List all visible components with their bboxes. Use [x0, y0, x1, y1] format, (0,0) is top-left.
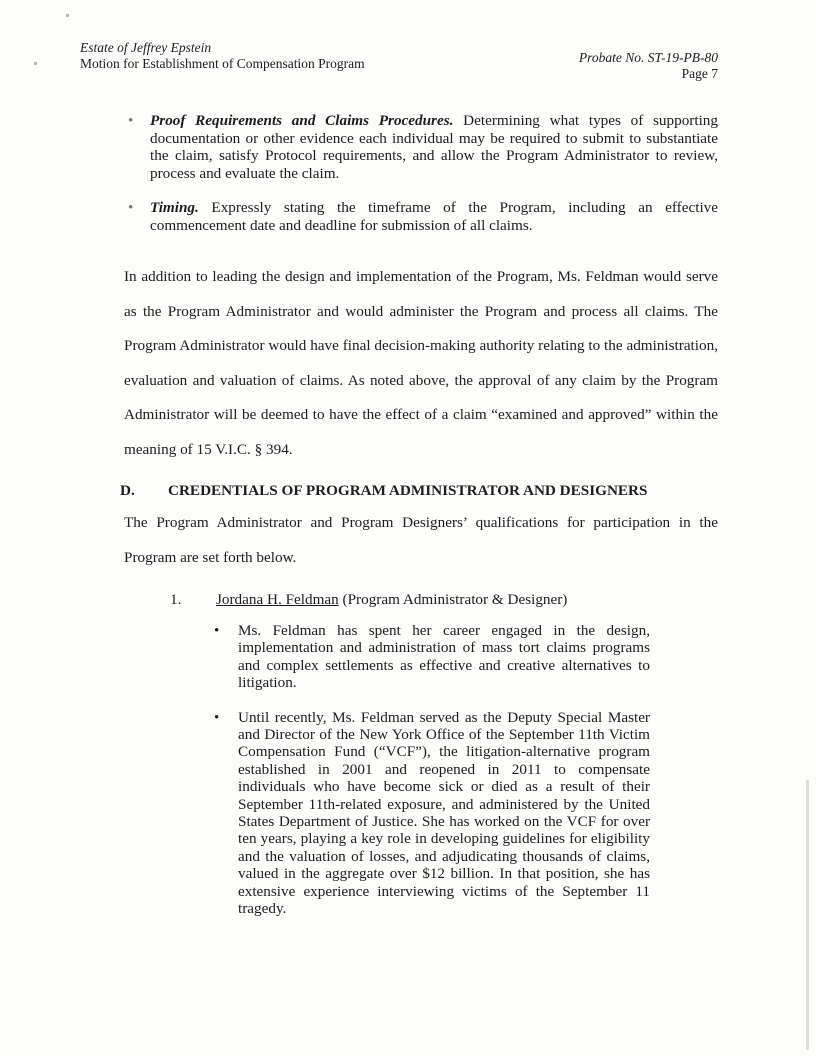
- paragraph-text: In addition to leading the design and implementation of the Program, Ms. Feldman would serve as the Program Administrator and would administer the Program and process all claims. The Program Administrator would have final decision-making authority relating to the administration, evaluation and valuation of claims. As noted above, the approval of any claim by the Program Administrator will be deemed to have the effect of a claim “examined and approved” within the meaning of 15 V.I.C. § 394.: [124, 268, 718, 458]
- scan-edge-line: [806, 780, 809, 1050]
- bullet-term: Timing.: [150, 199, 199, 216]
- header-left: [80, 40, 365, 72]
- section-title: CREDENTIALS OF PROGRAM ADMINISTRATOR AND DESIGNERS: [168, 482, 648, 499]
- page-number: Page 7: [681, 66, 718, 81]
- scan-speck: [34, 62, 37, 65]
- motion-title: Motion for Establishment of Compensation Program: [80, 56, 365, 71]
- bullet-text: Expressly stating the timeframe of the Program, including an effective commencement date and deadline for submission of all claims.: [150, 199, 718, 234]
- scan-speck: [66, 14, 69, 17]
- bullet-item: [128, 112, 718, 182]
- bullet-text: Ms. Feldman has spent her career engaged in the design, implementation and administration of mass tort claims programs and complex settlements as effective and creative alternatives to litigation.: [238, 622, 650, 692]
- numbered-item: [170, 591, 567, 609]
- section-letter: D.: [120, 482, 135, 499]
- credentials-bullet-list: [214, 622, 650, 935]
- item-number: 1.: [170, 591, 182, 608]
- bullet-text: Until recently, Ms. Feldman served as the Deputy Special Master and Director of the New York Office of the September 11th Victim Compensation Fund (“VCF”), the litigation-alternative program established in 2001 and reopened in 2011 to compensate individuals who have become sick or died as a result of their September 11th-related exposure, and administered by the United States Department of Justice. She has worked on the VCF for over ten years, playing a key role in developing guidelines for eligibility and the valuation of losses, and adjudicating thousands of claims, valued in the aggregate over $12 billion. In that position, she has extensive experience interviewing victims of the September 11 tragedy.: [238, 708, 650, 918]
- paragraph-program-administrator: [72, 260, 718, 467]
- bullet-item: [214, 709, 650, 918]
- paragraph-qualifications: [72, 506, 718, 575]
- header-right: [579, 50, 718, 82]
- paragraph-text: The Program Administrator and Program Designers’ qualifications for participation in the Program are set forth below.: [124, 514, 718, 566]
- person-name: Jordana H. Feldman: [216, 591, 339, 608]
- bullet-icon: •: [214, 708, 220, 726]
- section-heading: [72, 482, 718, 500]
- case-title: Estate of Jeffrey Epstein: [80, 40, 212, 55]
- bullet-text: Determining what types of supporting documentation or other evidence each individual may be required to submit to substantiate the claim, satisfy Protocol requirements, and allow the Program Administrator to review, process and evaluate the claim.: [150, 112, 718, 182]
- bullet-icon: •: [214, 622, 220, 639]
- probate-number: Probate No. ST-19-PB-80: [578, 50, 718, 65]
- bullet-item: [214, 622, 650, 692]
- bullet-item: [128, 199, 718, 234]
- person-role: (Program Administrator & Designer): [338, 591, 568, 608]
- bullet-icon: •: [128, 112, 134, 129]
- bullet-term: Proof Requirements and Claims Procedures.: [150, 112, 454, 129]
- top-bullet-list: [128, 112, 718, 251]
- bullet-icon: •: [128, 199, 134, 216]
